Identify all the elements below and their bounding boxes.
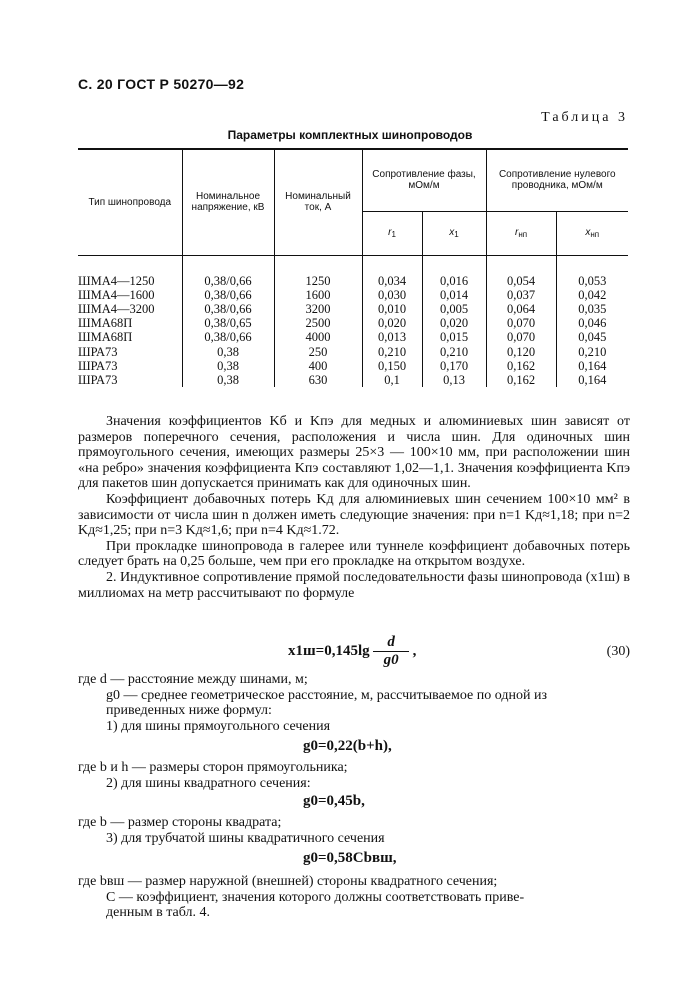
cell-x1: 0,016 [422, 255, 486, 288]
header-current: Номинальный ток, А [274, 149, 362, 255]
cell-voltage: 0,38 [182, 345, 274, 359]
cell-voltage: 0,38/0,66 [182, 302, 274, 316]
header-phase-resistance: Сопротивление фазы, мОм/м [362, 149, 486, 211]
table-row [78, 302, 628, 316]
cell-r1: 0,020 [362, 316, 422, 330]
formula-30 [288, 634, 416, 669]
cell-r1: 0,1 [362, 373, 422, 387]
cell-type: ШРА73 [78, 373, 182, 387]
definitions-block-2 [78, 760, 630, 791]
paragraph-gallery: При прокладке шинопровода в галерее или туннеле коэффициент добавочных потерь следует брать на 0,25 больше, чем при его прокладке на открытом воздухе. [78, 538, 630, 570]
cell-current: 2500 [274, 316, 362, 330]
cell-current: 400 [274, 359, 362, 373]
cell-r1: 0,030 [362, 288, 422, 302]
def-item3: 3) для трубчатой шины квадратичного сечения [106, 830, 385, 846]
header-rnp: $r_{нп}$ [486, 211, 556, 255]
cell-xnp: 0,164 [556, 359, 628, 373]
cell-x1: 0,020 [422, 316, 486, 330]
table-row [78, 330, 628, 344]
cell-xnp: 0,035 [556, 302, 628, 316]
table-row [78, 373, 628, 387]
def-g0-b: приведенных ниже формул: [106, 703, 272, 718]
cell-rnp: 0,064 [486, 302, 556, 316]
def-b: где b — размер стороны квадрата; [78, 815, 282, 830]
header-xnp: $x_{нп}$ [556, 211, 628, 255]
definitions-block-4 [78, 874, 630, 921]
cell-voltage: 0,38/0,66 [182, 255, 274, 288]
header-voltage: Номинальное напряжение, кВ [182, 149, 274, 255]
formula-30-lhs: x1ш=0,145lg [288, 642, 370, 659]
definitions-block [78, 672, 630, 734]
cell-type: ШМА68П [78, 316, 182, 330]
cell-rnp: 0,120 [486, 345, 556, 359]
cell-type: ШРА73 [78, 359, 182, 373]
cell-current: 630 [274, 373, 362, 387]
header-x1: $x_1$ [422, 211, 486, 255]
cell-x1: 0,210 [422, 345, 486, 359]
formula-30-fraction [373, 634, 409, 669]
table-row [78, 316, 628, 330]
body-paragraphs [78, 414, 630, 601]
cell-voltage: 0,38/0,66 [182, 288, 274, 302]
paragraph-coefficients: Значения коэффициентов Kб и Kпэ для медных и алюминиевых шин зависят от размеров поперечного сечения, расположения и числа шин. Для одиночных шин прямоугольного сечения, имеющих размеры 25×3 — 100×10 мм, при расположении шин «на ребро» значения коэффициента Kпэ составляют 1,02—1,1. Значения коэффициента Kпэ для пакетов шин допускается принимать как для одиночных шин. [78, 414, 630, 492]
cell-voltage: 0,38/0,65 [182, 316, 274, 330]
paragraph-additional-losses: Коэффициент добавочных потерь Kд для алюминиевых шин сечением 100×10 мм² в зависимости от числа шин n должен иметь следующие значения: при n=1 Kд≈1,18; при n=2 Kд≈1,25; при n=3 Kд≈1,6; при n=4 Kд≈1.72. [78, 491, 630, 539]
table-row [78, 255, 628, 288]
cell-rnp: 0,070 [486, 330, 556, 344]
header-zero-resistance: Сопротивление нулевого проводника, мОм/м [486, 149, 628, 211]
cell-xnp: 0,042 [556, 288, 628, 302]
def-c-a: C — коэффициент, значения которого должны соответствовать приве- [106, 889, 525, 905]
cell-xnp: 0,045 [556, 330, 628, 344]
table-title: Параметры комплектных шинопроводов [227, 128, 473, 142]
parameters-table [78, 148, 628, 387]
definitions-block-3 [78, 815, 630, 846]
cell-r1: 0,013 [362, 330, 422, 344]
formula-30-tail: , [412, 642, 417, 659]
formula-g0-rect: g0=0,22(b+h), [303, 738, 392, 754]
cell-x1: 0,015 [422, 330, 486, 344]
cell-r1: 0,034 [362, 255, 422, 288]
cell-current: 4000 [274, 330, 362, 344]
cell-rnp: 0,162 [486, 373, 556, 387]
cell-x1: 0,13 [422, 373, 486, 387]
def-d: где d — расстояние между шинами, м; [78, 672, 308, 687]
cell-rnp: 0,054 [486, 255, 556, 288]
table-row [78, 288, 628, 302]
cell-x1: 0,005 [422, 302, 486, 316]
cell-current: 1250 [274, 255, 362, 288]
def-g0-a: g0 — среднее геометрическое расстояние, м, рассчитываемое по одной из [106, 687, 547, 703]
def-bvsh: где bвш — размер наружной (внешней) стороны квадратного сечения; [78, 874, 498, 889]
cell-voltage: 0,38 [182, 373, 274, 387]
cell-type: ШМА68П [78, 330, 182, 344]
cell-r1: 0,150 [362, 359, 422, 373]
header-r1: $r_1$ [362, 211, 422, 255]
def-item2: 2) для шины квадратного сечения: [106, 775, 311, 791]
cell-type: ШРА73 [78, 345, 182, 359]
cell-x1: 0,170 [422, 359, 486, 373]
cell-xnp: 0,210 [556, 345, 628, 359]
cell-xnp: 0,053 [556, 255, 628, 288]
equation-number: (30) [606, 644, 630, 659]
cell-xnp: 0,164 [556, 373, 628, 387]
cell-type: ШМА4—1250 [78, 255, 182, 288]
cell-voltage: 0,38 [182, 359, 274, 373]
header-type: Тип шинопровода [78, 149, 182, 255]
def-bh: где b и h — размеры сторон прямоугольника; [78, 760, 348, 775]
cell-current: 1600 [274, 288, 362, 302]
cell-rnp: 0,070 [486, 316, 556, 330]
formula-g0-square: g0=0,45b, [303, 793, 365, 809]
def-item1: 1) для шины прямоугольного сечения [106, 718, 331, 734]
cell-x1: 0,014 [422, 288, 486, 302]
cell-current: 3200 [274, 302, 362, 316]
cell-xnp: 0,046 [556, 316, 628, 330]
paragraph-inductive: 2. Индуктивное сопротивление прямой последовательности фазы шинопровода (x1ш) в миллиомах на метр рассчитывают по формуле [78, 569, 630, 601]
cell-voltage: 0,38/0,66 [182, 330, 274, 344]
formula-g0-tube: g0=0,58Cbвш, [303, 850, 397, 866]
def-c-b: денным в табл. 4. [106, 905, 210, 920]
cell-current: 250 [274, 345, 362, 359]
cell-type: ШМА4—1600 [78, 288, 182, 302]
cell-rnp: 0,037 [486, 288, 556, 302]
cell-r1: 0,010 [362, 302, 422, 316]
formula-30-numerator: d [373, 634, 409, 652]
cell-r1: 0,210 [362, 345, 422, 359]
page-header: С. 20 ГОСТ Р 50270—92 [78, 76, 245, 92]
cell-type: ШМА4—3200 [78, 302, 182, 316]
table-label: Таблица 3 [541, 110, 628, 125]
cell-rnp: 0,162 [486, 359, 556, 373]
table-row [78, 345, 628, 359]
formula-30-denominator: g0 [383, 652, 399, 668]
table-row [78, 359, 628, 373]
